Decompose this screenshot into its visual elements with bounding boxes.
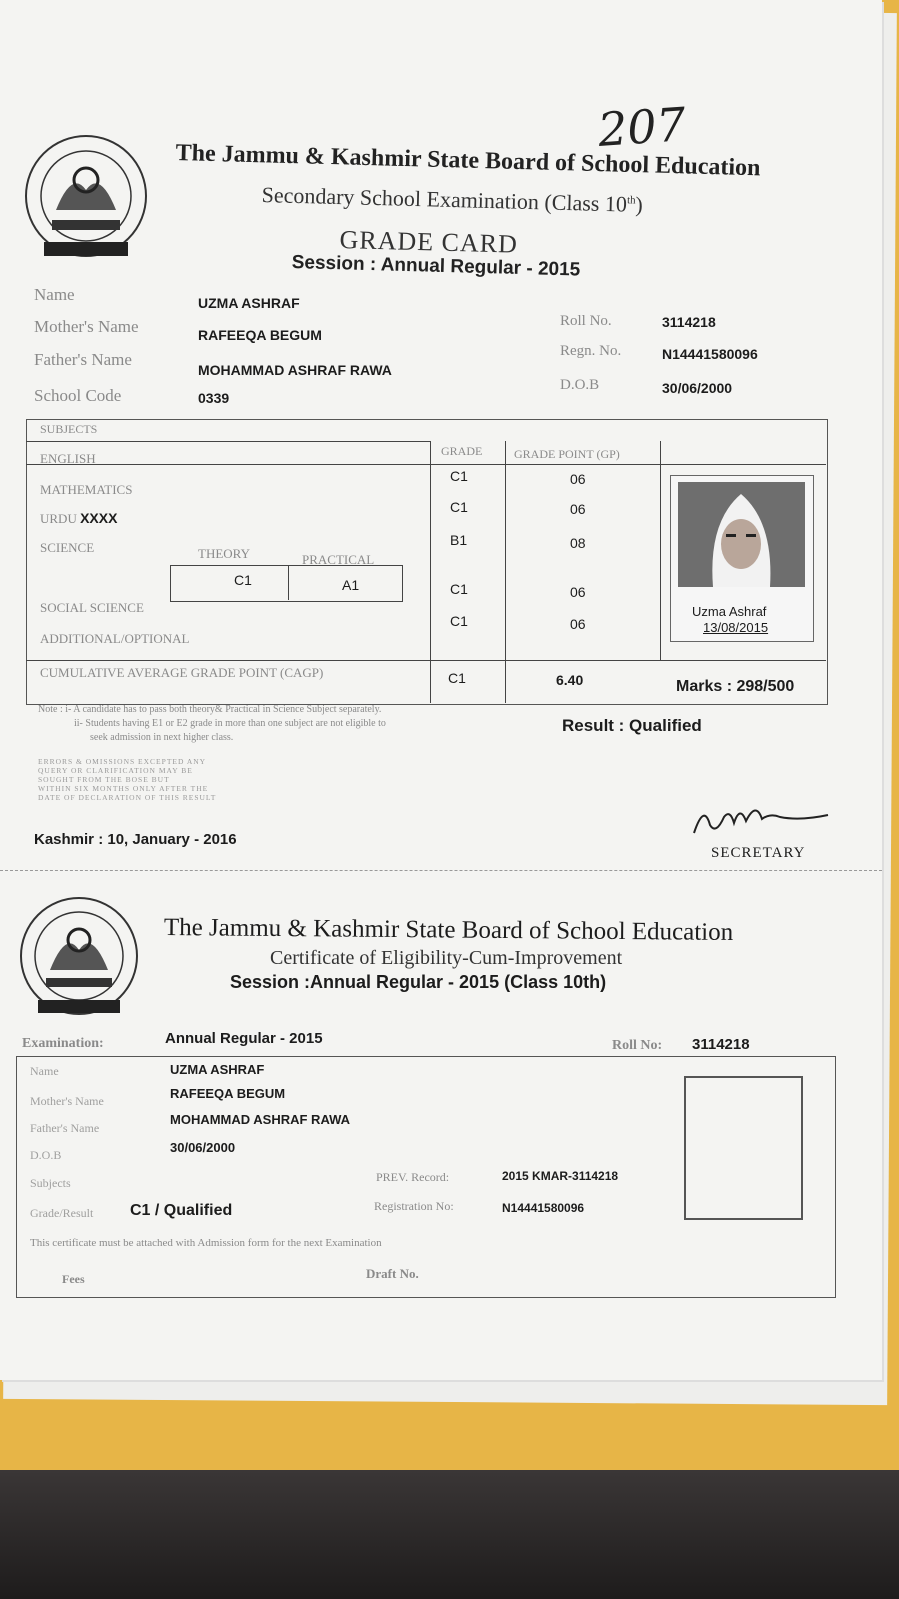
secretary-signature bbox=[690, 795, 830, 840]
value-registration-no: N14441580096 bbox=[502, 1201, 585, 1215]
value-name: UZMA ASHRAF bbox=[198, 295, 300, 311]
grade-card-logo bbox=[22, 130, 150, 265]
header-grade: GRADE bbox=[441, 444, 483, 458]
value-cert-mother: RAFEEQA BEGUM bbox=[170, 1086, 286, 1101]
subject-gp: 08 bbox=[570, 535, 586, 551]
student-photo bbox=[678, 482, 805, 587]
value-cert-name: UZMA ASHRAF bbox=[170, 1062, 265, 1077]
label-registration-no: Registration No: bbox=[374, 1199, 454, 1213]
subject-name: URDU XXXX bbox=[40, 510, 118, 526]
value-father-name: MOHAMMAD ASHRAF RAWA bbox=[198, 362, 392, 378]
certificate-board-name: The Jammu & Kashmir State Board of School Education bbox=[163, 914, 734, 946]
subject-grade: C1 bbox=[450, 499, 468, 515]
certificate-photo-box bbox=[684, 1076, 803, 1220]
handwritten-number: 207 bbox=[596, 97, 688, 157]
label-cert-mother: Mother's Name bbox=[30, 1094, 104, 1108]
subject-name: ENGLISH bbox=[40, 451, 96, 466]
cagp-label: CUMULATIVE AVERAGE GRADE POINT (CAGP) bbox=[40, 665, 324, 680]
value-regn-no: N14441580096 bbox=[662, 346, 758, 362]
subject-name: SOCIAL SCIENCE bbox=[40, 600, 144, 615]
subject-name: MATHEMATICS bbox=[40, 482, 133, 497]
subject-grade: C1 bbox=[450, 581, 468, 597]
label-cert-father: Father's Name bbox=[30, 1121, 100, 1135]
science-practical-grade: A1 bbox=[342, 577, 360, 593]
subject-gp: 06 bbox=[570, 471, 586, 487]
note-line-1: Note : i- A candidate has to pass both theory& Practical in Science Subject separately. bbox=[38, 704, 382, 715]
photo-caption-name: Uzma Ashraf bbox=[692, 604, 767, 619]
header-subjects: SUBJECTS bbox=[40, 422, 98, 436]
certificate-logo bbox=[14, 892, 144, 1022]
label-regn-no: Regn. No. bbox=[560, 343, 622, 359]
science-theory-grade: C1 bbox=[234, 572, 252, 588]
value-cert-grade-result: C1 / Qualified bbox=[130, 1202, 233, 1219]
cagp-value: 6.40 bbox=[556, 672, 584, 688]
label-name: Name bbox=[34, 285, 75, 304]
value-cert-dob: 30/06/2000 bbox=[170, 1140, 236, 1155]
certificate-footer-note: This certificate must be attached with Admission form for the next Examination bbox=[30, 1237, 382, 1249]
subject-grade: B1 bbox=[450, 532, 468, 548]
label-cert-dob: D.O.B bbox=[30, 1148, 62, 1162]
label-fees: Fees bbox=[62, 1272, 85, 1286]
subject-gp: 06 bbox=[570, 584, 586, 600]
value-cert-father: MOHAMMAD ASHRAF RAWA bbox=[170, 1112, 351, 1127]
grade-card-board-name: The Jammu & Kashmir State Board of School Education bbox=[175, 140, 761, 182]
label-cert-subjects: Subjects bbox=[30, 1176, 71, 1190]
science-practical-label: PRACTICAL bbox=[302, 552, 375, 567]
value-prev-record: 2015 KMAR-3114218 bbox=[502, 1169, 619, 1183]
cagp-grade: C1 bbox=[448, 670, 466, 686]
value-examination: Annual Regular - 2015 bbox=[165, 1030, 323, 1047]
value-school-code: 0339 bbox=[198, 390, 230, 406]
label-dob: D.O.B bbox=[560, 377, 600, 393]
perforation-line bbox=[0, 870, 882, 871]
secretary-label: SECRETARY bbox=[711, 845, 806, 861]
value-roll-no: 3114218 bbox=[662, 314, 716, 330]
label-father-name: Father's Name bbox=[34, 350, 132, 369]
label-school-code: School Code bbox=[34, 386, 122, 405]
errors-omissions-text: ERRORS & OMISSIONS EXCEPTED ANY QUERY OR CLARIFICATION MAY BE SOUGHT FROM THE BOSE BUT WITHIN SIX MONTHS ONLY AFTER THE DATE OF DECLARATION OF THIS RESULT bbox=[38, 757, 217, 802]
subject-name: SCIENCE bbox=[40, 540, 95, 555]
science-theory-label: THEORY bbox=[198, 546, 250, 561]
label-cert-grade-result: Grade/Result bbox=[30, 1206, 94, 1220]
label-cert-roll-no: Roll No: bbox=[612, 1038, 663, 1053]
subject-gp: 06 bbox=[570, 616, 586, 632]
subject-name: ADDITIONAL/OPTIONAL bbox=[40, 631, 190, 646]
grade-card-title: GRADE CARD bbox=[339, 225, 519, 259]
desk-surface bbox=[0, 1470, 899, 1599]
photo-caption-date: 13/08/2015 bbox=[703, 620, 769, 635]
place-date: Kashmir : 10, January - 2016 bbox=[34, 831, 237, 848]
label-draft-no: Draft No. bbox=[366, 1266, 419, 1281]
label-mother-name: Mother's Name bbox=[34, 317, 139, 336]
label-roll-no: Roll No. bbox=[560, 313, 612, 329]
certificate-title: Certificate of Eligibility-Cum-Improvement bbox=[270, 947, 623, 969]
grade-card-session: Session : Annual Regular - 2015 bbox=[291, 252, 581, 281]
value-cert-roll-no: 3114218 bbox=[692, 1036, 750, 1053]
certificate-session: Session :Annual Regular - 2015 (Class 10th) bbox=[230, 972, 607, 992]
label-prev-record: PREV. Record: bbox=[376, 1170, 450, 1184]
total-marks: Marks : 298/500 bbox=[676, 678, 795, 695]
grade-card-exam-title: Secondary School Examination (Class 10th) bbox=[261, 182, 644, 217]
result-text: Result : Qualified bbox=[562, 716, 702, 735]
label-examination: Examination: bbox=[22, 1036, 104, 1051]
note-line-2: ii- Students having E1 or E2 grade in more than one subject are not eligible to bbox=[74, 718, 386, 729]
label-cert-name: Name bbox=[30, 1064, 59, 1078]
value-dob: 30/06/2000 bbox=[662, 380, 733, 396]
note-line-3: seek admission in next higher class. bbox=[90, 732, 234, 743]
subject-grade: C1 bbox=[450, 613, 468, 629]
header-grade-point: GRADE POINT (GP) bbox=[514, 447, 620, 461]
subject-grade: C1 bbox=[450, 468, 468, 484]
cagp-box bbox=[430, 662, 505, 697]
value-mother-name: RAFEEQA BEGUM bbox=[198, 327, 322, 343]
subject-gp: 06 bbox=[570, 501, 586, 517]
